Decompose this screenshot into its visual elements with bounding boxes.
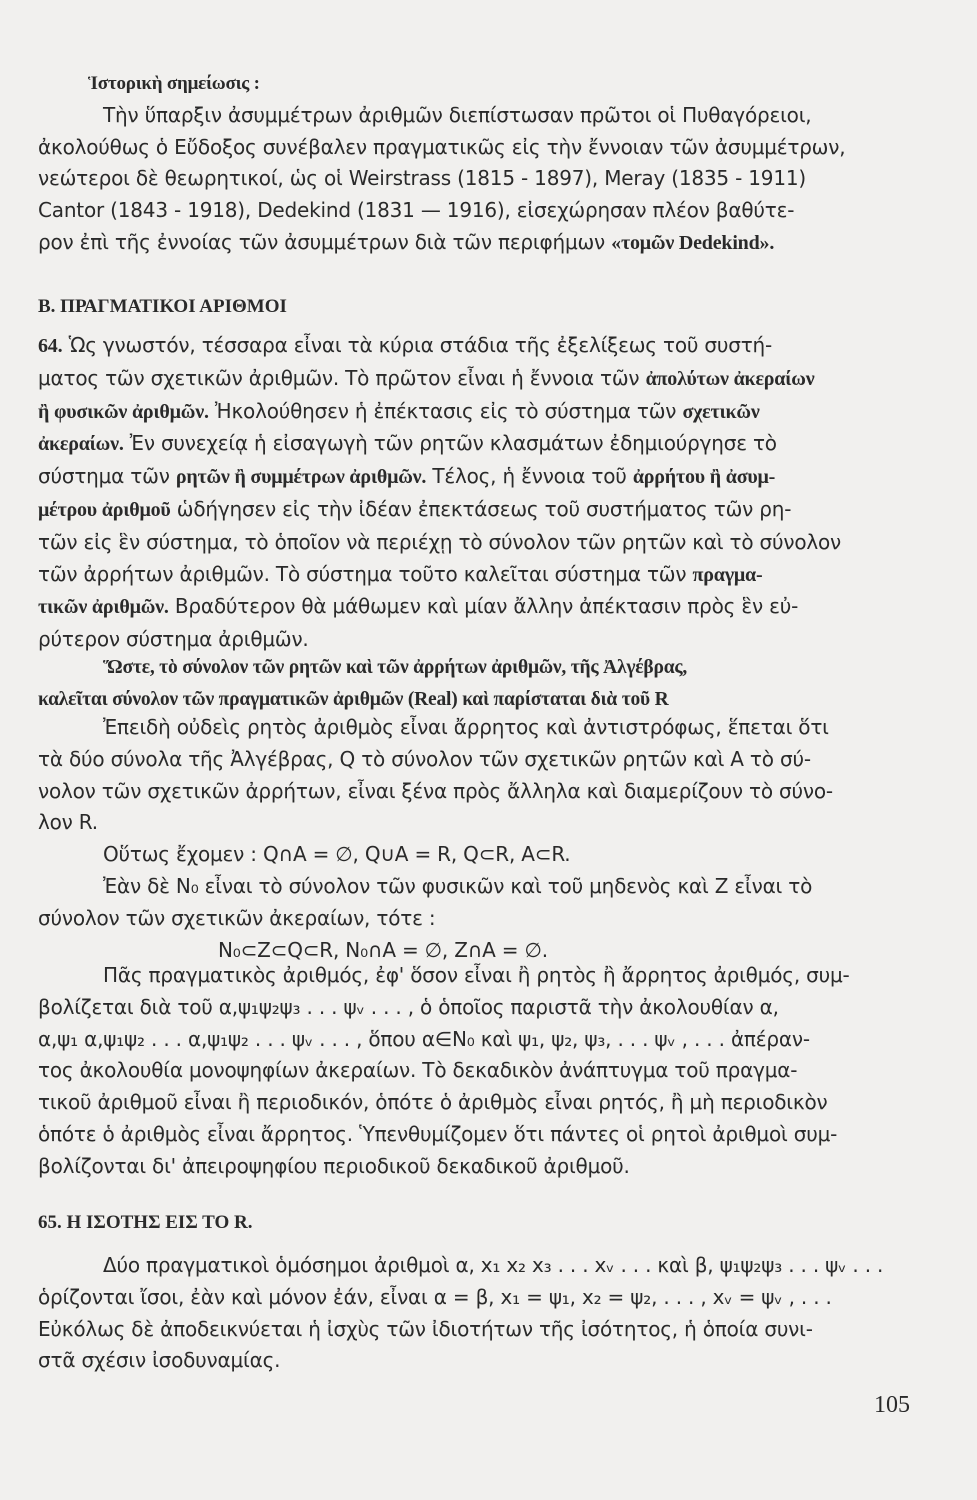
text-line [38, 363, 918, 396]
bold-term: ρητῶν ἢ συμμέτρων ἀριθμῶν. [175, 466, 427, 489]
section-65-title: 65. Η ΙΣΟΤΗΣ ΕΙΣ ΤΟ R. [38, 1212, 253, 1233]
bold-term: «τομῶν Dedekind». [611, 231, 775, 254]
real-numbers-definition [38, 652, 918, 716]
text-line: σύνολον τῶν σχετικῶν ἀκεραίων, τότε : [38, 905, 436, 930]
text-line [38, 591, 918, 624]
text-line: ὁπότε ὁ ἀριθμὸς εἶναι ἄρρητος. Ὑπενθυμίζομεν ὅτι πάντες οἱ ρητοὶ ἀριθμοὶ συμ- [38, 1121, 838, 1146]
text-line: τος ἀκολουθία μονοψηφίων ἀκεραίων. Τὸ δεκαδικὸν ἀνάπτυγμα τοῦ πραγμα- [38, 1058, 798, 1083]
paragraph-64 [38, 330, 918, 656]
text-run: Τέλος, ἡ ἔννοια τοῦ [426, 464, 633, 489]
text-line: ἀκολούθως ὁ Εὔδοξος συνέβαλεν πραγματικῶς εἰς τὴν ἔννοιαν τῶν ἀσυμμέτρων, [38, 134, 846, 159]
bold-term: σχετικῶν [682, 400, 760, 423]
paragraph-number: 64. [38, 335, 63, 357]
bold-term: ἀκεραίων. [38, 433, 124, 456]
text-run: ρον ἐπὶ τῆς ἐννοίας τῶν ἀσυμμέτρων διὰ τῶν περιφήμων [38, 229, 612, 254]
text-line [38, 559, 918, 592]
text-line: Ὥστε, τὸ σύνολον τῶν ρητῶν καὶ τῶν ἀρρήτων ἀριθμῶν, τῆς Ἀλγέβρας, [103, 657, 688, 678]
text-line: τῶν εἰς ἓν σύστημα, τὸ ὁποῖον νὰ περιέχῃ τὸ σύνολον τῶν ρητῶν καὶ τὸ σύνολον [38, 529, 842, 554]
text-line [38, 494, 918, 527]
text-line [38, 330, 918, 363]
bold-term: ἢ φυσικῶν ἀριθμῶν. [38, 400, 209, 423]
text-run: Βραδύτερον θὰ μάθωμεν καὶ μίαν ἄλλην ἀπέκτασιν πρὸς ἓν εὐ- [168, 594, 799, 619]
paragraph-65 [38, 1250, 918, 1377]
historical-note-heading: Ἱστορικὴ σημείωσις : [88, 73, 260, 94]
text-line: Cantor (1843 - 1918), Dedekind (1831 — 1916), εἰσεχώρησαν πλέον βαθύτε- [38, 198, 795, 223]
text-line [38, 428, 918, 461]
historical-note [38, 68, 918, 260]
text-line [38, 461, 918, 494]
decimal-paragraph [38, 960, 918, 1183]
text-run: ματος τῶν σχετικῶν ἀριθμῶν. Τὸ πρῶτον εἶναι ἡ ἔννοια τῶν [38, 365, 646, 390]
page-number: 105 [874, 1392, 910, 1418]
bold-term: ἀρρήτου ἢ ἀσυμ- [632, 466, 776, 489]
formula-line: Οὕτως ἔχομεν : Q∩A = ∅, Q∪A = R, Q⊂R, A⊂R. [103, 842, 571, 867]
text-line [38, 396, 918, 429]
text-line: Πᾶς πραγματικὸς ἀριθμός, ἐφ' ὅσον εἶναι ἢ ρητὸς ἢ ἄρρητος ἀριθμός, συμ- [103, 963, 850, 987]
section-b-title: Β. ΠΡΑΓΜΑΤΙΚΟΙ ΑΡΙΘΜΟΙ [38, 296, 287, 317]
text-line: ρύτερον σύστημα ἀριθμῶν. [38, 627, 309, 652]
text-run: τῶν ἀρρήτων ἀριθμῶν. Τὸ σύστημα τοῦτο καλεῖται σύστημα τῶν [38, 561, 693, 586]
text-line: α,ψ₁ α,ψ₁ψ₂ . . . α,ψ₁ψ₂ . . . ψᵥ . . . , ὅπου α∈N₀ καὶ ψ₁, ψ₂, ψ₃, . . . ψᵥ , . . . ἀπέραν- [38, 1026, 810, 1051]
text-run: Ἐν συνεχείᾳ ἡ εἰσαγωγὴ τῶν ρητῶν κλασμάτων ἐδημιούργησε τὸ [123, 431, 777, 456]
text-run: ὡδήγησεν εἰς τὴν ἰδέαν ἐπεκτάσεως τοῦ συστήματος τῶν ρη- [170, 496, 792, 521]
text-run: σύστημα τῶν [38, 464, 176, 489]
text-line: καλεῖται σύνολον τῶν πραγματικῶν ἀριθμῶν (Real) καὶ παρίσταται διὰ τοῦ R [38, 688, 669, 710]
formula-line: N₀⊂Z⊂Q⊂R, N₀∩A = ∅, Z∩A = ∅. [218, 937, 548, 962]
text-line: Τὴν ὕπαρξιν ἀσυμμέτρων ἀριθμῶν διεπίστωσαν πρῶτοι οἱ Πυθαγόρειοι, [103, 102, 812, 127]
sets-paragraph [38, 712, 918, 966]
text-run: Ὡς γνωστόν, τέσσαρα εἶναι τὰ κύρια στάδια τῆς ἐξελίξεως τοῦ συστή- [62, 333, 773, 357]
text-line: νεώτεροι δὲ θεωρητικοί, ὡς οἱ Weirstrass (1815 - 1897), Meray (1835 - 1911) [38, 166, 806, 191]
text-line: βολίζονται δι' ἀπειροψηφίου περιοδικοῦ δεκαδικοῦ ἀριθμοῦ. [38, 1153, 630, 1178]
text-line: στᾶ σχέσιν ἰσοδυναμίας. [38, 1348, 281, 1373]
text-line: ὁρίζονται ἴσοι, ἐὰν καὶ μόνον ἐάν, εἶναι α = β, x₁ = ψ₁, x₂ = ψ₂, . . . , xᵥ = ψᵥ , . . . [38, 1284, 832, 1309]
text-line: Δύο πραγματικοὶ ὁμόσημοι ἀριθμοὶ α, x₁ x₂ x₃ . . . xᵥ . . . καὶ β, ψ₁ψ₂ψ₃ . . . ψᵥ . . . [103, 1253, 884, 1277]
bold-term: πραγμα- [692, 563, 763, 586]
bold-term: μέτρου ἀριθμοῦ [38, 498, 171, 521]
text-line: Ἐπειδὴ οὐδεὶς ρητὸς ἀριθμὸς εἶναι ἄρρητος καὶ ἀντιστρόφως, ἕπεται ὅτι [103, 715, 829, 739]
bold-term: τικῶν ἀριθμῶν. [38, 596, 169, 619]
text-line: νολον τῶν σχετικῶν ἀρρήτων, εἶναι ξένα πρὸς ἄλληλα καὶ διαμερίζουν τὸ σύνο- [38, 778, 833, 803]
text-line: λον R. [38, 810, 98, 835]
text-run: Ἠκολούθησεν ἡ ἐπέκτασις εἰς τὸ σύστημα τῶν [208, 398, 683, 423]
text-line: Ἐὰν δὲ N₀ εἶναι τὸ σύνολον τῶν φυσικῶν καὶ τοῦ μηδενὸς καὶ Z εἶναι τὸ [103, 873, 813, 898]
text-line: τικοῦ ἀριθμοῦ εἶναι ἢ περιοδικόν, ὁπότε ὁ ἀριθμὸς εἶναι ρητός, ἢ μὴ περιοδικὸν [38, 1090, 828, 1115]
text-line: Εὐκόλως δὲ ἀποδεικνύεται ἡ ἰσχὺς τῶν ἰδιοτήτων τῆς ἰσότητος, ἡ ὁποία συνι- [38, 1316, 813, 1341]
text-line [38, 227, 918, 260]
text-line: βολίζεται διὰ τοῦ α,ψ₁ψ₂ψ₃ . . . ψᵥ . . . , ὁ ὁποῖος παριστᾶ τὴν ἀκολουθίαν α, [38, 994, 779, 1019]
text-line: τὰ δύο σύνολα τῆς Ἀλγέβρας, Q τὸ σύνολον τῶν σχετικῶν ρητῶν καὶ Α τὸ σύ- [38, 746, 811, 771]
bold-term: ἀπολύτων ἀκεραίων [645, 367, 815, 390]
